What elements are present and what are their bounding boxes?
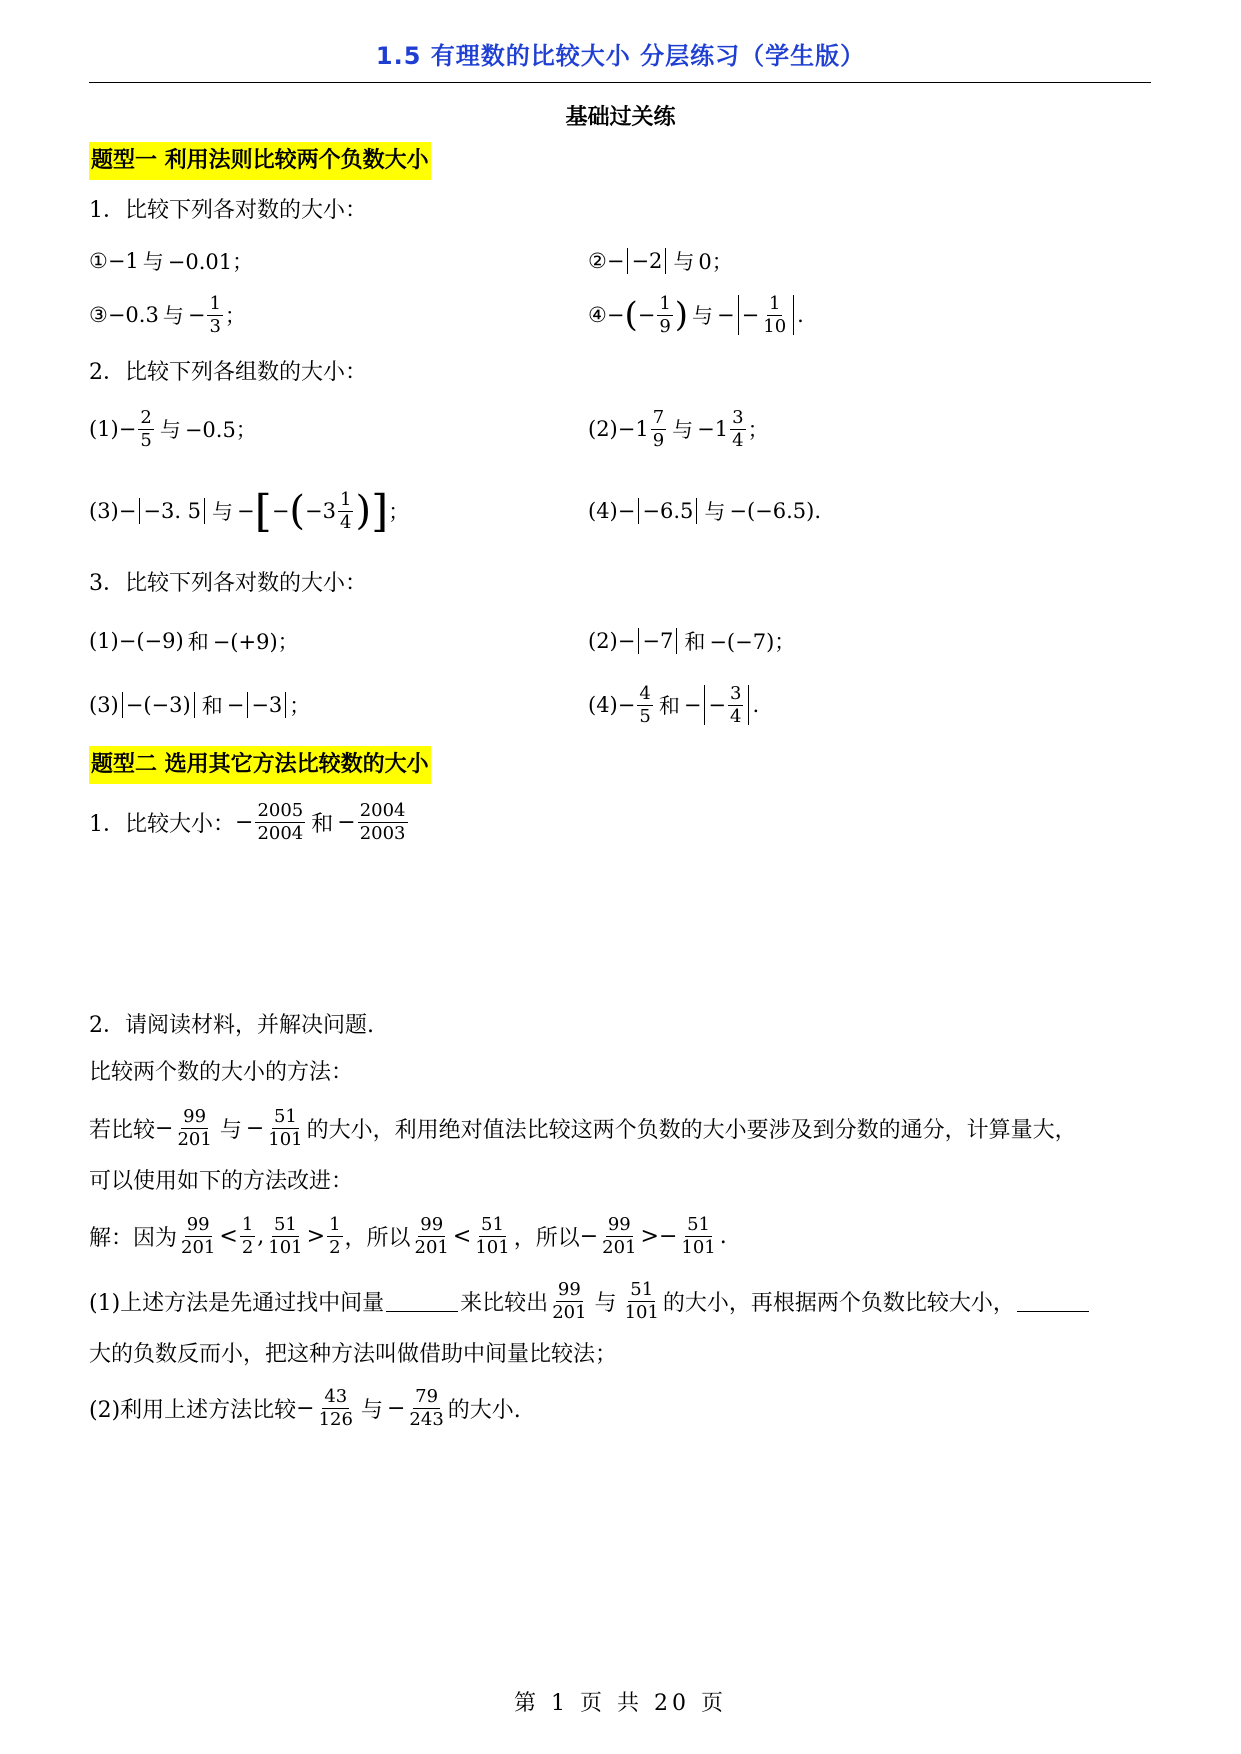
header-rule	[89, 82, 1151, 83]
numerator: 3	[732, 406, 744, 428]
label: (4)	[588, 693, 618, 717]
numerator: 51	[273, 1105, 297, 1127]
text: (2)利用上述方法比较	[89, 1397, 297, 1423]
denominator: 201	[602, 1236, 637, 1258]
answer-blank-1[interactable]	[386, 1291, 458, 1312]
abs-bar	[665, 248, 666, 274]
fraction	[728, 683, 743, 728]
denominator: 2	[241, 1236, 254, 1258]
label: ④	[588, 303, 607, 327]
numerator: 1	[209, 292, 221, 314]
punct: .	[719, 1223, 727, 1249]
t1-q2-item3	[89, 486, 409, 536]
minus: −	[237, 499, 255, 523]
minus: −	[741, 303, 760, 327]
t2-q2-para2: 可以使用如下的方法改进：	[89, 1169, 354, 1194]
minus: −	[637, 303, 656, 327]
punct: ；	[224, 304, 246, 328]
connector: 与	[672, 418, 694, 442]
connector: 与	[704, 500, 726, 524]
fraction	[327, 1214, 342, 1259]
denominator: 5	[140, 429, 152, 451]
connector: 与	[692, 304, 714, 328]
t1-q2-item4	[588, 486, 821, 536]
numerator: 99	[420, 1213, 444, 1235]
value: −2	[631, 249, 663, 273]
abs-bar	[194, 692, 195, 718]
operator: >	[640, 1223, 659, 1249]
minus: −	[155, 1115, 174, 1141]
paren: (	[624, 295, 638, 335]
t1-q3-item4	[588, 680, 759, 730]
value: −0.5；	[184, 418, 257, 442]
text: ，所以	[513, 1225, 580, 1251]
t2-q2-para1	[89, 1098, 1077, 1158]
connector: 与	[360, 1397, 383, 1423]
minus: −	[606, 249, 625, 273]
minus: −	[617, 693, 636, 717]
numerator: 51	[687, 1213, 710, 1235]
fraction	[657, 293, 672, 338]
connector: 和	[311, 811, 334, 837]
question-stem: 1．比较大小：	[89, 811, 235, 837]
abs-bar	[793, 295, 794, 335]
document-title: 1.5 有理数的比较大小 分层练习（学生版）	[375, 42, 866, 70]
text: 的大小.	[447, 1397, 521, 1423]
numerator: 43	[324, 1385, 348, 1407]
denominator: 101	[268, 1128, 303, 1150]
minus: −	[337, 809, 356, 835]
t2-q2-sub2	[89, 1378, 521, 1438]
denominator: 126	[318, 1408, 353, 1430]
text: (1)上述方法是先通过找中间量	[89, 1290, 385, 1316]
denominator: 201	[177, 1128, 212, 1150]
connector: 与	[212, 500, 234, 524]
fraction	[473, 1214, 511, 1259]
fraction	[175, 1106, 213, 1151]
connector: 和	[658, 694, 680, 718]
denominator: 4	[732, 429, 744, 451]
punct: ；	[289, 694, 311, 718]
label: (1)	[89, 629, 119, 653]
t2-q2-method: 比较两个数的大小的方法：	[89, 1060, 354, 1085]
numerator: 1	[329, 1213, 341, 1235]
t2-q2-solution	[89, 1206, 727, 1266]
fraction	[730, 407, 745, 452]
denominator: 5	[639, 705, 651, 727]
label: (3)	[89, 499, 119, 523]
value: −1	[107, 249, 139, 273]
numerator: 7	[652, 406, 665, 428]
t1-q2-item2	[588, 404, 769, 454]
operator: <	[219, 1223, 238, 1249]
denominator: 2	[329, 1236, 341, 1258]
t2-q1	[89, 792, 410, 852]
abs-bar	[627, 248, 628, 274]
minus: −	[245, 1115, 265, 1141]
denominator: 2004	[257, 822, 304, 844]
value: −(−3)	[125, 693, 191, 717]
section-title: 基础过关练	[565, 105, 676, 130]
t1-q3-item3	[89, 680, 310, 730]
abs-bar	[139, 498, 140, 524]
denominator: 9	[652, 429, 665, 451]
abs-bar	[247, 692, 248, 718]
t1-q1-item1	[89, 236, 253, 286]
connector: 与	[159, 418, 181, 442]
denominator: 243	[409, 1408, 444, 1430]
bracket: [	[254, 485, 272, 537]
label: (3)	[89, 693, 119, 717]
fraction	[240, 1214, 255, 1259]
value: −7	[642, 629, 674, 653]
label: (4)	[588, 499, 618, 523]
operator: >	[306, 1223, 326, 1249]
label: ①	[89, 249, 108, 273]
label: ②	[588, 249, 607, 273]
t1-q2-stem: 2．比较下列各组数的大小：	[89, 360, 367, 385]
numerator: 1	[340, 488, 352, 510]
label: (2)	[588, 417, 618, 441]
numerator: 51	[273, 1213, 297, 1235]
fraction	[266, 1106, 304, 1151]
t1-q3-stem: 3．比较下列各对数的大小：	[89, 571, 367, 596]
denominator: 4	[340, 511, 352, 533]
fraction	[358, 800, 408, 845]
abs-bar	[204, 498, 205, 524]
denominator: 9	[659, 315, 671, 337]
numerator: 99	[183, 1105, 207, 1127]
minus: −	[226, 693, 245, 717]
abs-bar	[704, 685, 705, 725]
abs-bar	[748, 685, 749, 725]
denominator: 201	[552, 1301, 587, 1323]
denominator: 4	[730, 705, 742, 727]
text: 若比较	[89, 1117, 156, 1143]
minus: −	[683, 693, 702, 717]
type2-heading: 题型二 选用其它方法比较数的大小	[89, 746, 431, 784]
minus: −	[658, 1223, 678, 1249]
label: (1)	[89, 417, 119, 441]
fraction	[637, 683, 652, 728]
minus: −	[296, 1395, 315, 1421]
punct: ；	[747, 418, 769, 442]
fraction	[255, 800, 305, 845]
t2-q2-sub1-cont: 大的负数反而小，把这种方法叫做借助中间量比较法；	[89, 1342, 618, 1367]
connector: 和	[187, 630, 209, 654]
punct: .	[797, 303, 804, 327]
value: −3	[251, 693, 283, 717]
bracket: ]	[371, 485, 389, 537]
punct: .	[752, 693, 760, 717]
t1-q1-item3	[89, 290, 246, 340]
paren: (	[289, 488, 306, 534]
numerator: 1	[241, 1213, 254, 1235]
minus: −	[118, 417, 137, 441]
value: −0.3	[107, 303, 159, 327]
integer-part: −3	[305, 499, 336, 523]
abs-bar	[638, 628, 639, 654]
fraction	[413, 1214, 451, 1259]
numerator: 1	[659, 292, 671, 314]
type1-heading: 题型一 利用法则比较两个负数大小	[89, 142, 431, 180]
minus: −	[579, 1223, 599, 1249]
t1-q3-item2	[588, 616, 795, 666]
denominator: 2003	[359, 822, 406, 844]
denominator: 101	[624, 1301, 659, 1323]
denominator: 201	[414, 1236, 449, 1258]
fraction	[179, 1214, 217, 1259]
t1-q1-stem: 1．比较下列各对数的大小：	[89, 198, 367, 223]
punct: ,	[257, 1223, 265, 1249]
text: 的大小，利用绝对值法比较这两个负数的大小要涉及到分数的通分，计算量大，	[306, 1117, 1077, 1143]
fraction	[600, 1214, 638, 1259]
numerator: 79	[415, 1385, 439, 1407]
text: ，所以	[344, 1225, 411, 1251]
fraction	[407, 1386, 445, 1431]
page-number: 第 1 页 共 20 页	[514, 1691, 727, 1716]
t1-q1-item4	[588, 290, 804, 340]
fraction	[266, 1214, 304, 1259]
abs-bar	[285, 692, 286, 718]
value: 0；	[698, 250, 733, 274]
denominator: 101	[268, 1236, 303, 1258]
abs-bar	[676, 628, 677, 654]
abs-bar	[638, 498, 639, 524]
denominator: 10	[763, 315, 787, 337]
abs-bar	[738, 295, 739, 335]
numerator: 51	[481, 1213, 504, 1235]
abs-bar	[696, 498, 697, 524]
t1-q3-item1	[89, 616, 299, 666]
paren: )	[674, 295, 689, 335]
connector: 与	[162, 304, 184, 328]
numerator: 1	[768, 292, 781, 314]
numerator: 3	[730, 682, 742, 704]
fraction	[550, 1279, 588, 1324]
fraction	[623, 1279, 661, 1324]
minus: −	[187, 303, 206, 327]
text: 的大小，再根据两个负数比较大小，	[662, 1290, 1015, 1316]
minus: −	[617, 629, 636, 653]
value: −6.5	[642, 499, 694, 523]
connector: 与	[142, 250, 164, 274]
paren: )	[355, 488, 372, 534]
connector: 与	[673, 250, 695, 274]
minus: −	[118, 499, 137, 523]
minus: −	[235, 809, 254, 835]
fraction	[338, 489, 353, 534]
text: 解：因为	[89, 1225, 178, 1251]
t2-q2-sub1	[89, 1271, 1091, 1331]
value: −(−6.5).	[729, 499, 822, 523]
value: −(+9)；	[212, 630, 299, 654]
fraction	[761, 293, 788, 338]
numerator: 2	[140, 406, 152, 428]
numerator: 51	[630, 1278, 654, 1300]
numerator: 2004	[359, 799, 406, 821]
numerator: 99	[186, 1213, 210, 1235]
fraction	[207, 293, 222, 338]
minus: −	[717, 303, 735, 327]
minus: −	[617, 499, 636, 523]
fraction	[679, 1214, 717, 1259]
operator: <	[452, 1223, 472, 1249]
minus: −	[606, 303, 625, 327]
answer-blank-2[interactable]	[1017, 1291, 1089, 1312]
fraction	[138, 407, 153, 452]
connector: 与	[594, 1290, 617, 1316]
numerator: 99	[607, 1213, 631, 1235]
minus: −	[271, 499, 290, 523]
denominator: 101	[681, 1236, 716, 1258]
label: ③	[89, 303, 108, 327]
denominator: 3	[209, 315, 221, 337]
numerator: 2005	[257, 799, 304, 821]
value: −0.01；	[167, 250, 254, 274]
t1-q2-item1	[89, 404, 257, 454]
connector: 和	[201, 694, 223, 718]
fraction	[317, 1386, 355, 1431]
t2-q2-stem: 2．请阅读材料，并解决问题.	[89, 1013, 374, 1038]
connector: 和	[684, 630, 706, 654]
value: −(−9)	[118, 629, 184, 653]
fraction	[651, 407, 666, 452]
punct: ；	[388, 500, 410, 524]
label: (2)	[588, 629, 618, 653]
minus: −	[386, 1395, 406, 1421]
value: −(−7)；	[709, 630, 796, 654]
integer-part: −1	[697, 417, 729, 441]
value: −3. 5	[143, 499, 202, 523]
t1-q1-item2	[588, 236, 733, 286]
connector: 与	[219, 1117, 242, 1143]
denominator: 101	[475, 1236, 510, 1258]
abs-bar	[122, 692, 123, 718]
numerator: 4	[639, 682, 651, 704]
numerator: 99	[557, 1278, 581, 1300]
minus: −	[708, 693, 727, 717]
text: 来比较出	[460, 1290, 549, 1316]
integer-part: −1	[617, 417, 649, 441]
denominator: 201	[181, 1236, 216, 1258]
